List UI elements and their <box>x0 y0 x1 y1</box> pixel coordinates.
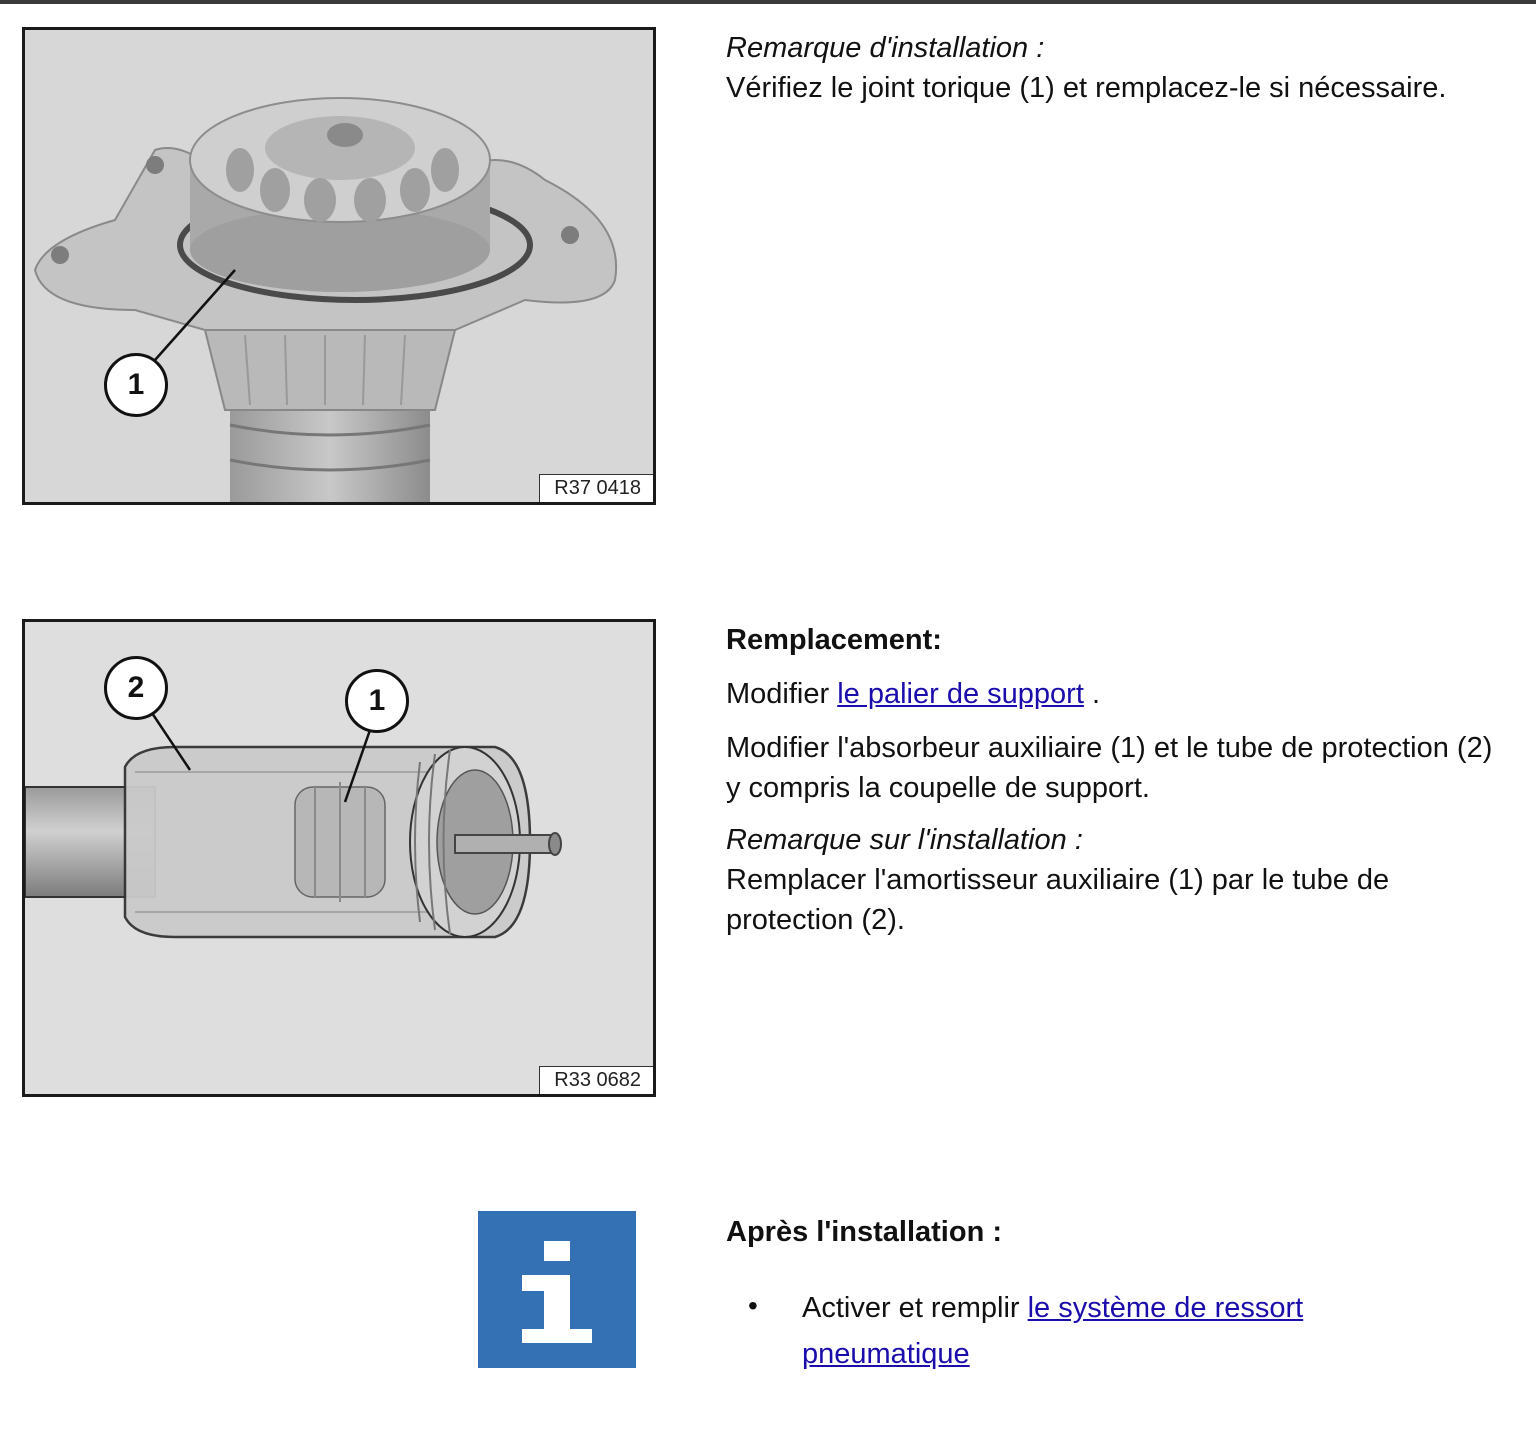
replacement-step-2: Modifier l'absorbeur auxiliaire (1) et le tube de protection (2) y compris la coupelle de support. <box>726 732 1493 804</box>
strut-mount-illustration <box>25 30 653 502</box>
install-note-title: Remarque sur l'installation : <box>726 824 1083 856</box>
callout-1: 1 <box>345 669 409 733</box>
after-step-prefix: Activer et remplir <box>802 1292 1020 1324</box>
top-rule <box>0 0 1536 4</box>
support-bearing-link[interactable]: le palier de support <box>837 678 1084 710</box>
air-spring-system-link[interactable]: le système de ressort pneumatique <box>802 1292 1304 1370</box>
step-1-prefix: Modifier <box>726 678 830 710</box>
section-replacement <box>726 620 1506 940</box>
figure-label: R37 0418 <box>539 474 653 502</box>
install-note-text: Remplacer l'amortisseur auxiliaire (1) par le tube de protection (2). <box>726 864 1390 936</box>
after-install-heading: Après l'installation : <box>726 1216 1002 1248</box>
figure-shock-absorber <box>22 619 656 1097</box>
step-1-suffix: . <box>1091 678 1100 710</box>
note-text: Vérifiez le joint torique (1) et remplacez-le si nécessaire. <box>726 72 1447 104</box>
bullet-marker: • <box>748 1290 758 1321</box>
figure-strut-mount <box>22 27 656 505</box>
callout-2: 2 <box>104 656 168 720</box>
after-install-step <box>802 1285 1402 1377</box>
replacement-heading: Remplacement: <box>726 624 942 656</box>
section-after-installation <box>726 1212 1506 1252</box>
info-icon <box>478 1211 636 1368</box>
section-installation-note <box>726 28 1506 108</box>
note-title: Remarque d'installation : <box>726 32 1045 64</box>
figure-label: R33 0682 <box>539 1066 653 1094</box>
replacement-step-1 <box>726 674 1506 714</box>
callout-1: 1 <box>104 353 168 417</box>
